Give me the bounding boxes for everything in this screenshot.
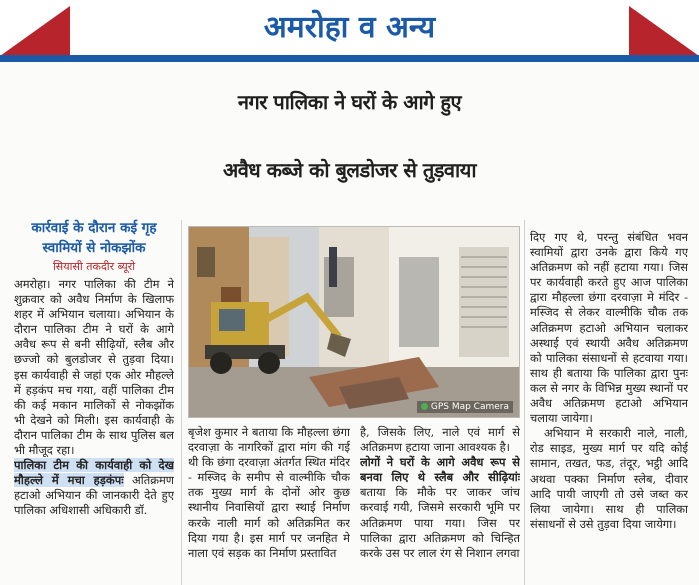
paragraph: अमरोहा। नगर पालिका की टीम ने शुक्रवार को अवैध निर्माण के खिलाफ शहर में अभियान चलाया। अभियान के दौरान पालिका टीम ने घरों के आगे अवैध रूप से बनी सीढ़ियों, स्लैब और छज्जो को बुलडोजर से तुड़वा दिया। इस कार्यवाही से जहां एक ओर मौहल्ले में हड़कंप मच गया, वहीं पालिका टीम की कई मकान मालिकों से नोकझोंक भी देखने को मिली। इस कार्यवाही के दौरान पालिका टीम के साथ पुलिस बल भी मौजूद रहा। xyxy=(14,277,174,458)
paragraph-with-box-head xyxy=(14,458,174,518)
section-title: अमरोहा व अन्य xyxy=(263,10,436,45)
paragraph-with-bold-lead xyxy=(360,455,520,561)
article-column-1 xyxy=(14,218,174,585)
box-subheading: पालिका टीम की कार्यवाही को देख मौहल्ले में मचा हड़कंपः xyxy=(14,458,174,488)
paragraph: दिए गए थे, परन्तु संबंधित भवन स्वामियों द्वारा उनके द्वारा किये गए अतिक्रमण को नहीं हटाया गया। जिस पर कार्यवाही करते हुए आज पालिका द्वारा मौहल्ला छंगा दरवाज़ा मे मंदिर - मस्जिद से लेकर वाल्मीकि चौक तक अतिक्रमण हटाओ अभियान चलाकर अस्थाई एवं स्थायी अवैध अतिक्रमण को पालिका संसाधनों से हटवाया गया। साथ ही बताया कि पालिका द्वारा पुनः कल से नगर के विभिन्न मुख्य स्थानों पर अवैध अतिक्रमण हटाओ अभियान चलाया जायेगा। xyxy=(530,230,688,426)
byline: सियासी तकदीर ब्यूरो xyxy=(52,260,136,273)
paragraph: बृजेश कुमार ने बताया कि मौहल्ला छंगा दरवाज़ा के नागरिकों द्वारा मांग की गई थी कि छंगा दरवाज़ा अंतर्गत स्थित मंदिर - मस्जिद के समीप से वाल्मीकि चौक तक मुख्य मार्ग के दोनों ओर कुछ स्थानीय निवासियों द्वारा स्थाई निर्माण करके नाली मार्ग को अतिक्रमित कर दिया गया है। इस मार्ग पर जनहित मे नाला एवं सड़क का निर्माण प्रस्तावित xyxy=(188,425,350,560)
watermark-text: GPS Map Camera xyxy=(430,402,509,412)
paragraph-text: बताया कि मौके पर जाकर जांच करवाई गयी, जिसमे सरकारी भूमि पर अतिक्रमण पाया गया। जिस पर पालिका द्वारा अतिक्रमण को चिन्हित करके उस पर लाल रंग से निशान लगवा xyxy=(360,485,520,560)
location-dot-icon xyxy=(421,403,428,410)
sub-headline: कार्रवाई के दौरान कई गृह स्वामियों से नोकझोंक xyxy=(31,220,157,256)
headline-line-2: अवैध कब्जे को बुलडोजर से तुड़वाया xyxy=(222,158,476,182)
paragraph: है, जिसके लिए, नाले एवं मार्ग से अतिक्रमण हटाया जाना आवश्यक है। xyxy=(360,425,520,455)
photo-illustration xyxy=(189,227,520,418)
paragraph: अभियान मे सरकारी नाले, नाली, रोड साइड, मुख्य मार्ग पर यदि कोई सामान, तखत, फड, तंदूर, भट्ठी आदि अथवा पक्का निर्माण स्लेब, दीवार आदि पायी जाएगी तो उसे जब्त कर लिया जायेगा। साथ ही पालिका संसाधनों से उसे तुड़वा दिया जायेगा। xyxy=(530,426,688,531)
news-photo-bulldozer xyxy=(188,226,520,418)
column-divider xyxy=(181,220,182,585)
article-column-2b xyxy=(360,425,520,585)
article-column-3 xyxy=(530,230,688,585)
paragraph-text: अतिक्रमण हटाओ अभियान की जानकारी देते हुए पालिका अधिशासी अधिकारी डॉ. xyxy=(14,473,174,518)
section-rule xyxy=(0,55,699,62)
article-column-2a xyxy=(188,425,350,585)
headline-line-1: नगर पालिका ने घरों के आगे हुए xyxy=(237,90,462,114)
bold-subheading: लोगों ने घरों के आगे अवैध रूप से बनवा लिए थे स्लैब और सीढ़ियांः xyxy=(360,455,520,485)
gps-watermark xyxy=(417,401,513,413)
column-divider xyxy=(524,220,525,585)
